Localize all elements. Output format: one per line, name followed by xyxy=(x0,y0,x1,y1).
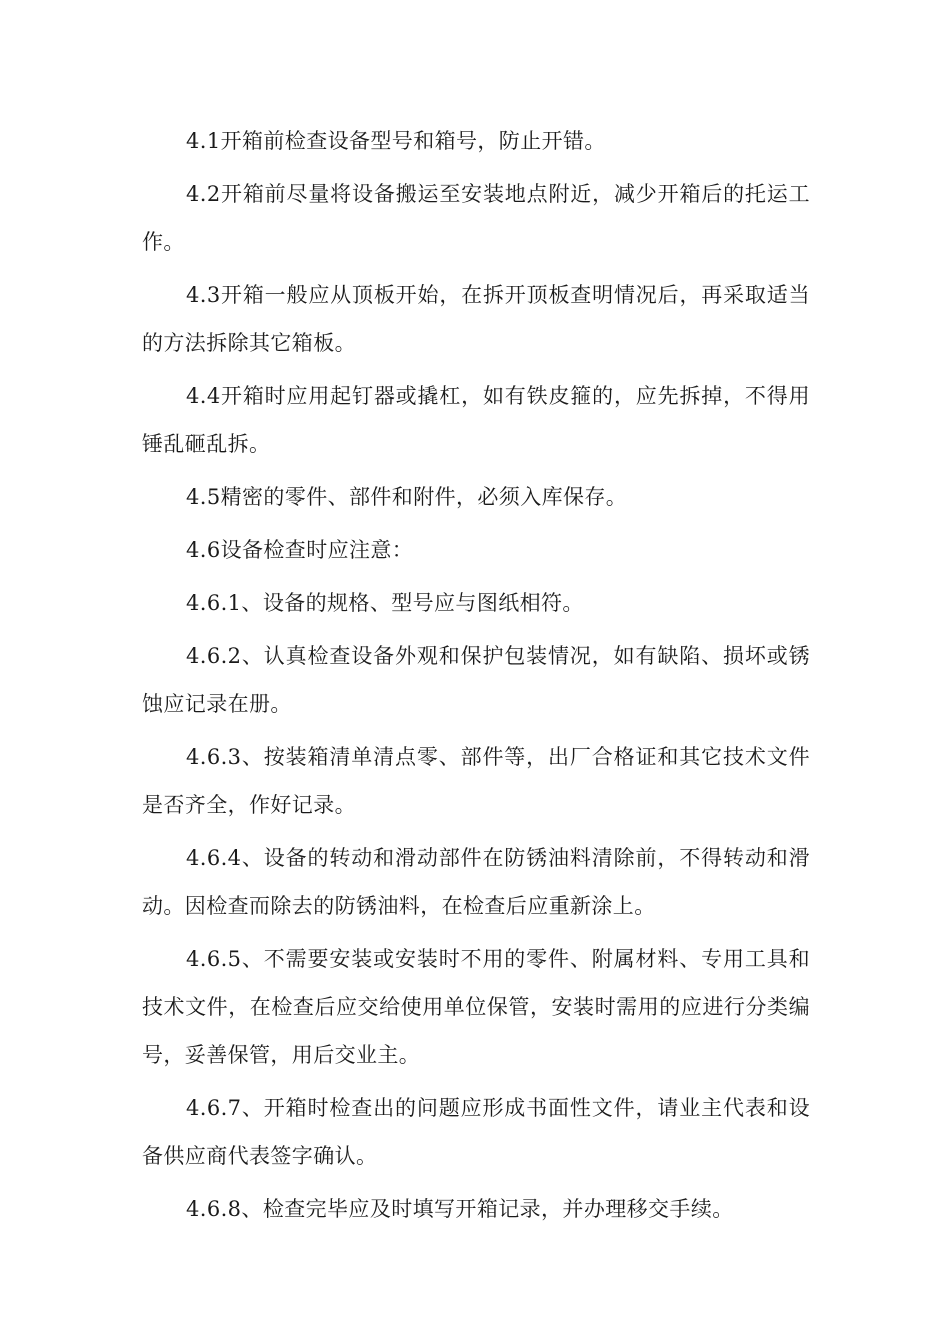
paragraph-4-2: 4.2开箱前尽量将设备搬运至安装地点附近，减少开箱后的托运工作。 xyxy=(142,182,810,254)
paragraph-4-6-5: 4.6.5、不需要安装或安装时不用的零件、附属材料、专用工具和技术文件，在检查后应交给使用单位保管，安装时需用的应进行分类编号，妥善保管，用后交业主。 xyxy=(142,947,810,1067)
paragraph-4-6-4: 4.6.4、设备的转动和滑动部件在防锈油料清除前，不得转动和滑动。因检查而除去的防锈油料，在检查后应重新涂上。 xyxy=(142,846,810,918)
paragraph-4-5: 4.5精密的零件、部件和附件，必须入库保存。 xyxy=(186,485,628,509)
paragraph-4-3: 4.3开箱一般应从顶板开始，在拆开顶板查明情况后，再采取适当的方法拆除其它箱板。 xyxy=(142,283,810,355)
document-body xyxy=(142,117,810,1238)
paragraph-4-1: 4.1开箱前检查设备型号和箱号，防止开错。 xyxy=(186,129,606,153)
paragraph-4-6: 4.6设备检查时应注意： xyxy=(186,538,414,562)
paragraph-4-6-2: 4.6.2、认真检查设备外观和保护包装情况，如有缺陷、损坏或锈蚀应记录在册。 xyxy=(142,644,810,716)
paragraph-4-6-8: 4.6.8、检查完毕应及时填写开箱记录，并办理移交手续。 xyxy=(186,1197,734,1221)
paragraph-4-6-1: 4.6.1、设备的规格、型号应与图纸相符。 xyxy=(186,591,584,615)
paragraph-4-4: 4.4开箱时应用起钉器或撬杠，如有铁皮箍的，应先拆掉，不得用锤乱砸乱拆。 xyxy=(142,384,810,456)
paragraph-4-6-7: 4.6.7、开箱时检查出的问题应形成书面性文件，请业主代表和设备供应商代表签字确认。 xyxy=(142,1096,810,1168)
paragraph-4-6-3: 4.6.3、按装箱清单清点零、部件等，出厂合格证和其它技术文件是否齐全，作好记录。 xyxy=(142,745,810,817)
